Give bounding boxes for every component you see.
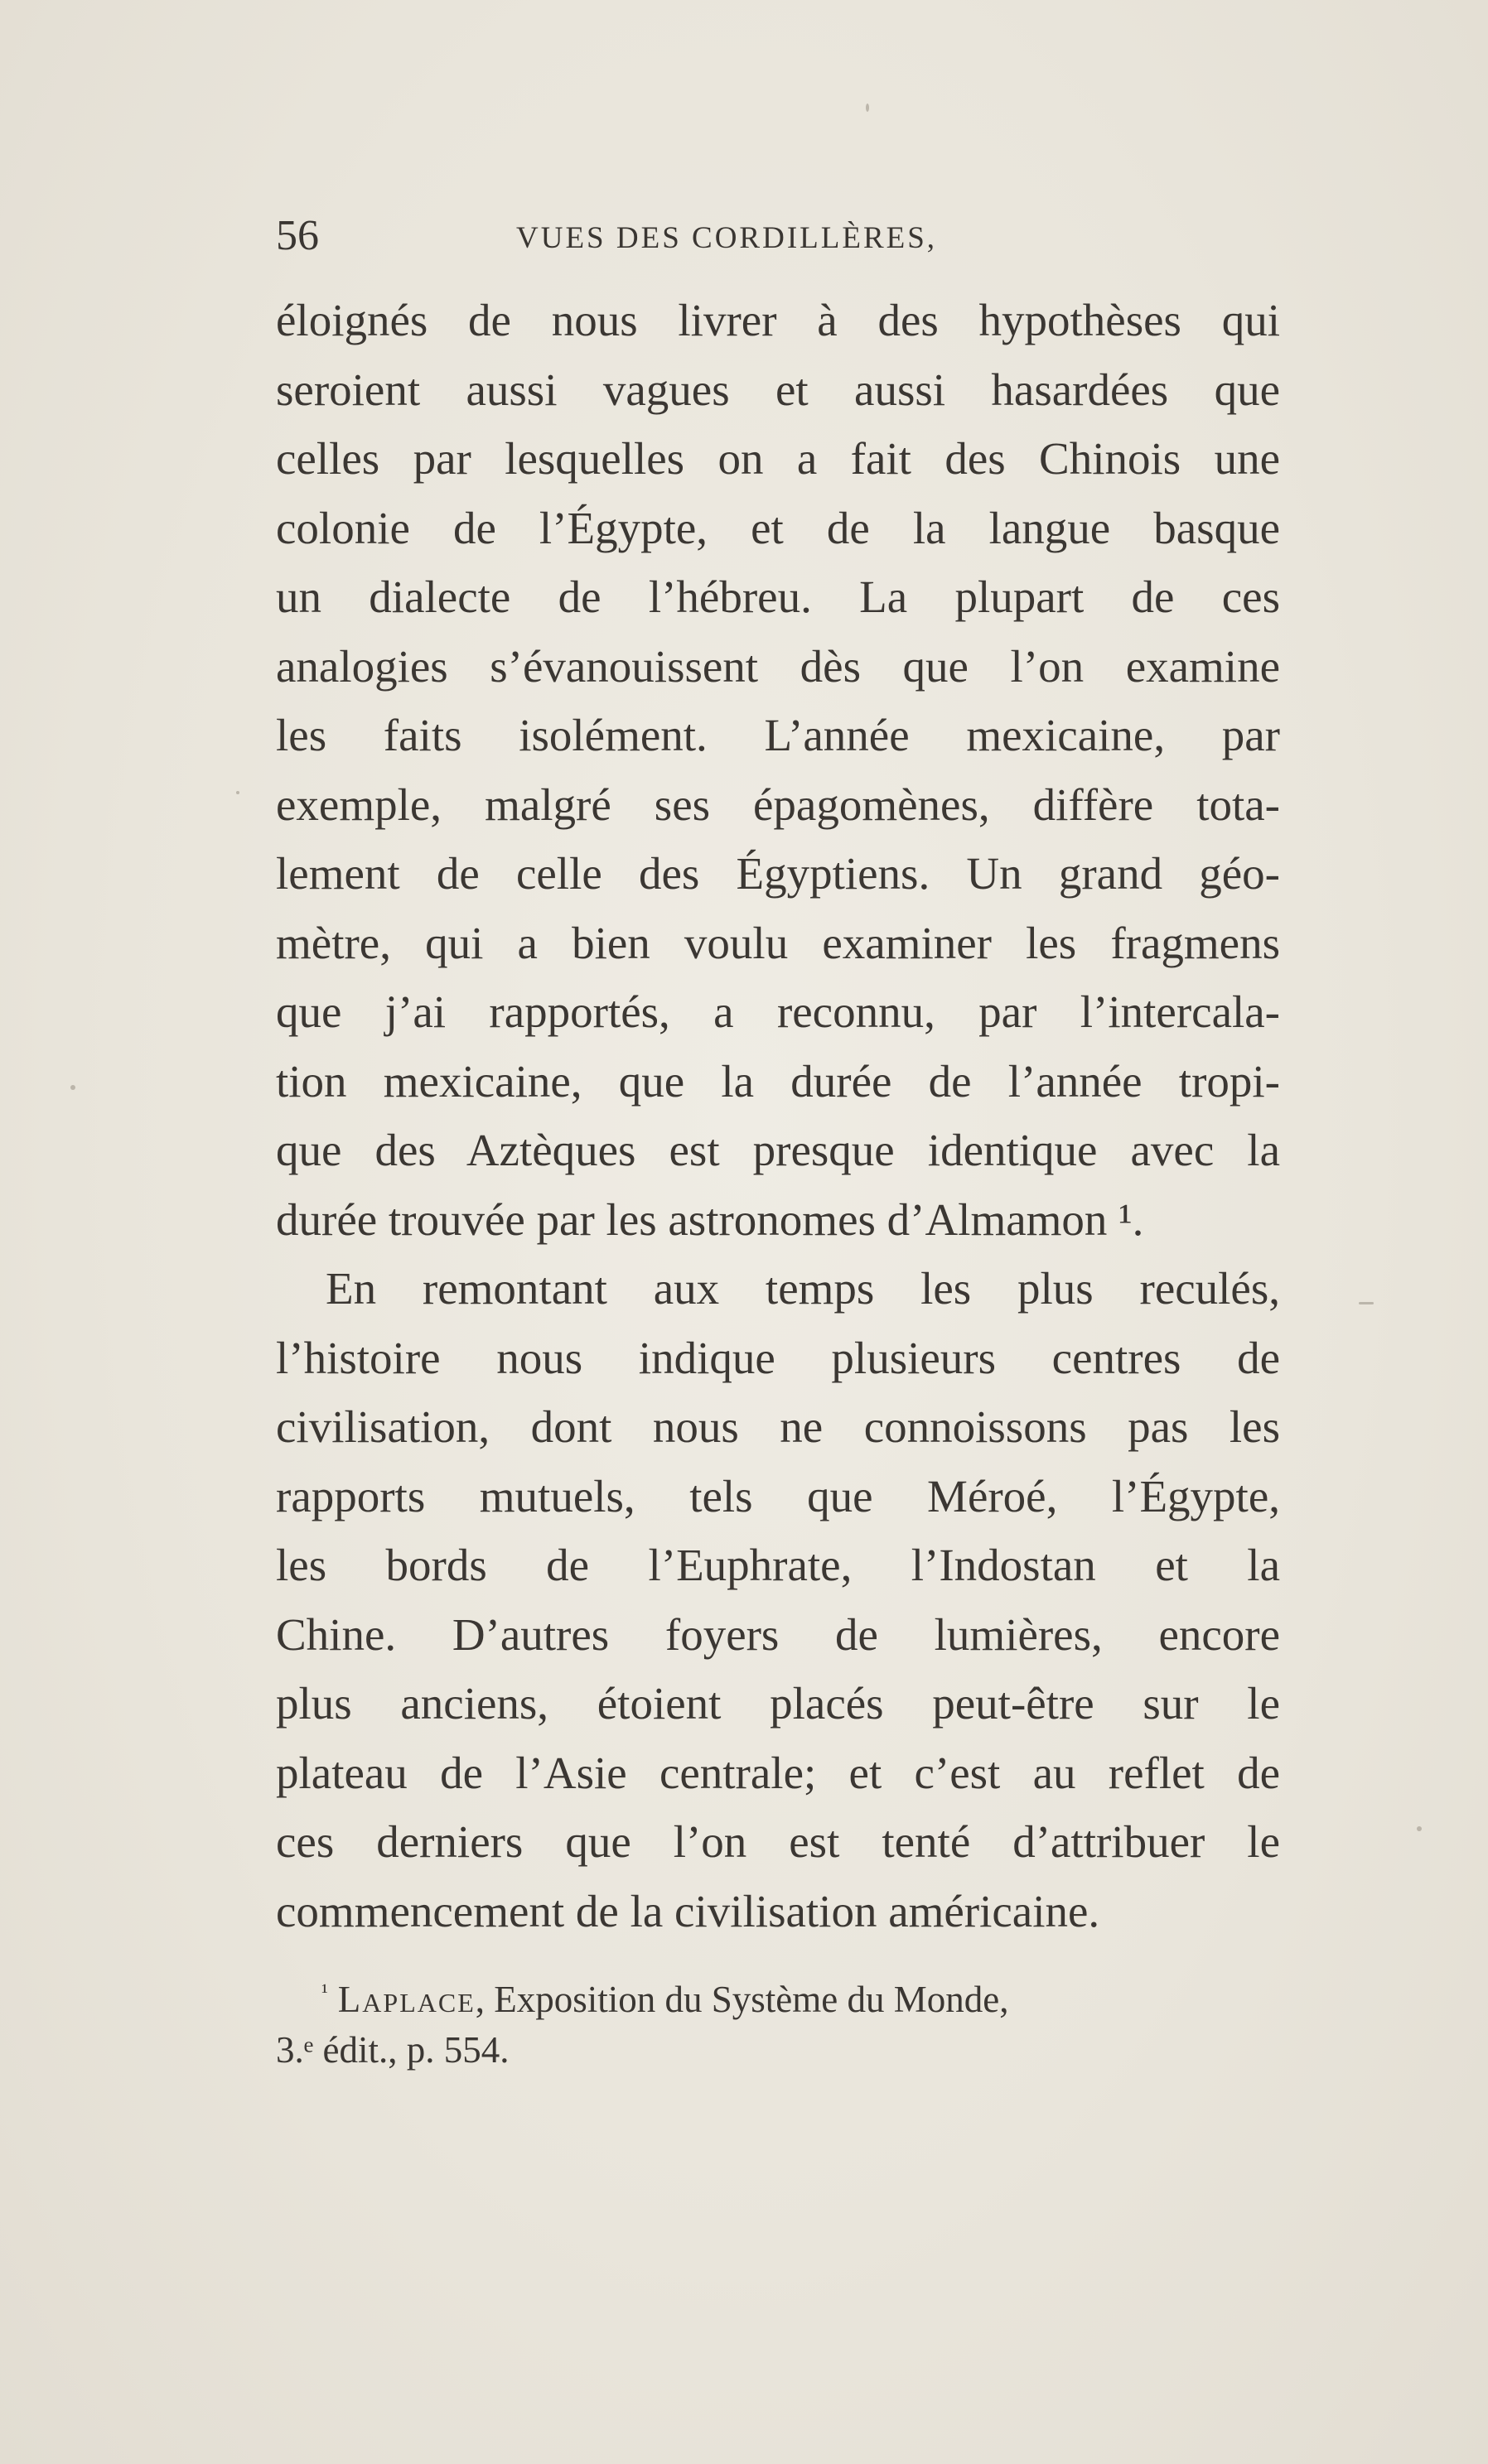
text-line: l’histoire nous indique plusieurs centres de bbox=[276, 1332, 1280, 1383]
footnote-marker: ¹ bbox=[321, 1979, 328, 2004]
text-line: éloignés de nous livrer à des hypothèses qui bbox=[276, 295, 1280, 345]
text-line: les bords de l’Euphrate, l’Indostan et la bbox=[276, 1540, 1280, 1590]
text-line: seroient aussi vagues et aussi hasardées que bbox=[276, 364, 1280, 415]
text-line: les faits isolément. L’année mexicaine, par bbox=[276, 710, 1280, 760]
paper-speck bbox=[70, 1085, 75, 1090]
text-line: civilisation, dont nous ne connoissons pas les bbox=[276, 1401, 1280, 1452]
text-line: ces derniers que l’on est tenté d’attribuer le bbox=[276, 1816, 1280, 1867]
text-line: tion mexicaine, que la durée de l’année tropi- bbox=[276, 1055, 1280, 1107]
text-line: analogies s’évanouissent dès que l’on examine bbox=[276, 640, 1280, 692]
paper-speck bbox=[236, 791, 239, 794]
text-line: rapports mutuels, tels que Méroé, l’Égypte, bbox=[276, 1470, 1280, 1521]
paper-speck bbox=[1359, 1302, 1374, 1304]
paragraph-end-line: durée trouvée par les astronomes d’Almamon ¹. bbox=[276, 1193, 1144, 1245]
paper-speck bbox=[1417, 1826, 1422, 1831]
body-text bbox=[276, 286, 1280, 1946]
paper-speck bbox=[866, 104, 869, 112]
text-line: plateau de l’Asie centrale; et c’est au reflet de bbox=[276, 1747, 1280, 1798]
text-line: un dialecte de l’hébreu. La plupart de ces bbox=[276, 571, 1280, 622]
page-number: 56 bbox=[276, 212, 319, 259]
text-line: exemple, malgré ses épagomènes, diffère tota- bbox=[276, 779, 1280, 830]
text-line: mètre, qui a bien voulu examiner les fragmens bbox=[276, 917, 1280, 968]
page-header bbox=[276, 211, 1038, 261]
running-head: VUES DES CORDILLÈRES, bbox=[516, 221, 938, 255]
text-line: Chine. D’autres foyers de lumières, encore bbox=[276, 1608, 1280, 1660]
text-line: plus anciens, étoient placés peut-être sur le bbox=[276, 1678, 1280, 1729]
footnote-line bbox=[276, 1963, 1280, 2021]
text-line: que des Aztèques est presque identique avec la bbox=[276, 1125, 1280, 1175]
text-line: que j’ai rapportés, a reconnu, par l’intercala- bbox=[276, 986, 1280, 1037]
text-line: lement de celle des Égyptiens. Un grand géo- bbox=[276, 848, 1280, 899]
text-line: colonie de l’Égypte, et de la langue basque bbox=[276, 502, 1280, 553]
text-line: celles par lesquelles on a fait des Chinois une bbox=[276, 433, 1280, 484]
footnote bbox=[276, 1963, 1280, 2079]
paragraph-start-line: En remontant aux temps les plus reculés, bbox=[326, 1263, 1280, 1314]
paragraph-end-line: commencement de la civilisation américaine. bbox=[276, 1885, 1100, 1936]
footnote-text: , Exposition du Système du Monde, bbox=[475, 1979, 1009, 2020]
footnote-citation: 3.ᵉ édit., p. 554. bbox=[276, 2029, 510, 2071]
footnote-author: Laplace bbox=[337, 1979, 476, 2020]
